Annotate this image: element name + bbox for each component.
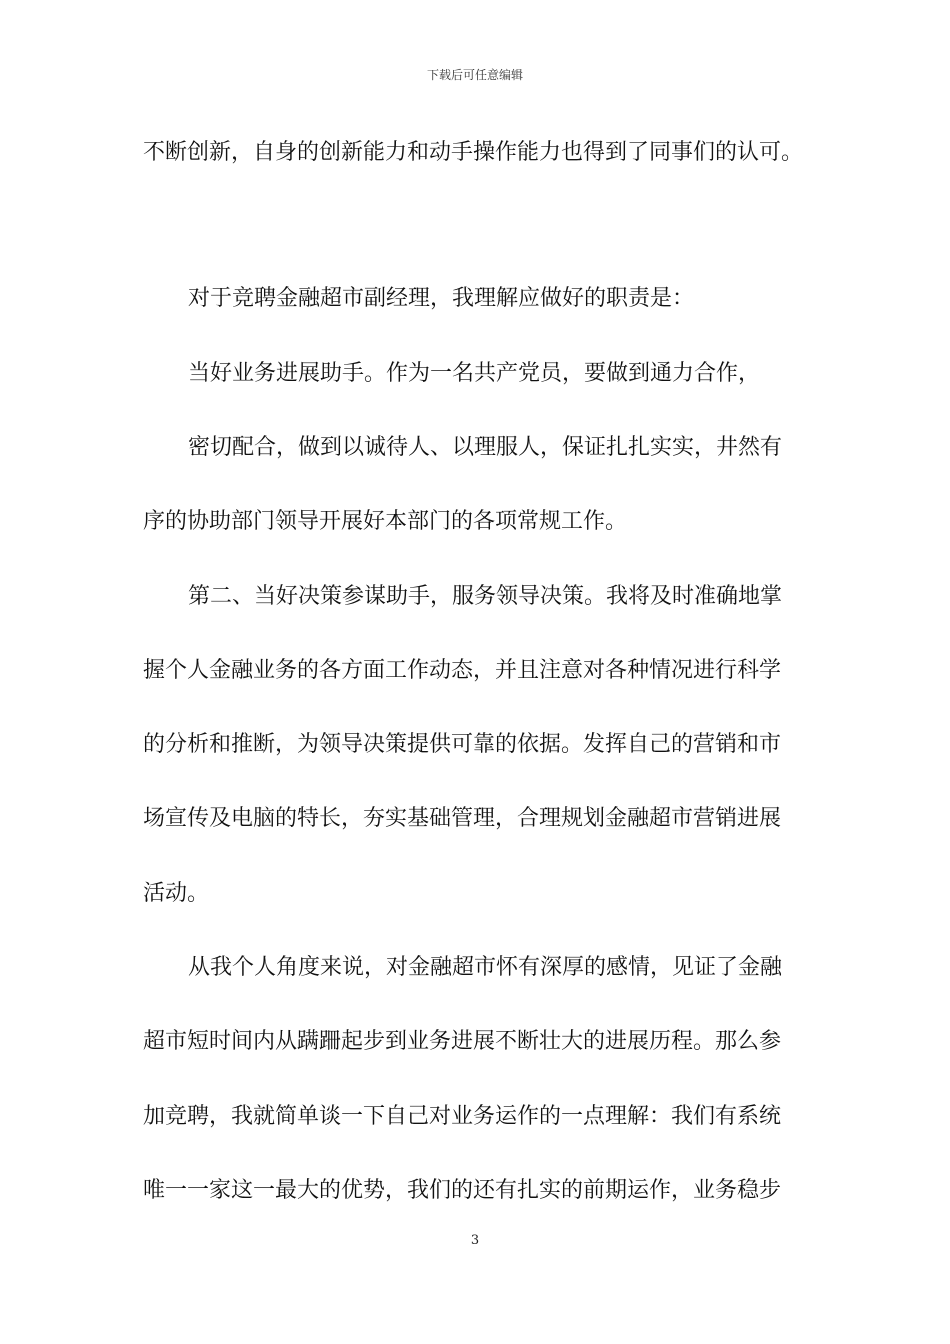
paragraph-line: 对于竞聘金融超市副经理，我理解应做好的职责是： (188, 286, 695, 311)
page-number: 3 (470, 1233, 480, 1248)
paragraph-line: 密切配合，做到以诚待人、以理服人，保证扎扎实实，井然有 (188, 435, 783, 460)
paragraph-line: 超市短时间内从蹒跚起步到业务进展不断壮大的进展历程。那么参 (143, 1029, 782, 1054)
paragraph-line: 第二、当好决策参谋助手，服务领导决策。我将及时准确地掌 (188, 584, 783, 609)
paragraph-line: 序的协助部门领导开展好本部门的各项常规工作。 (143, 509, 628, 534)
paragraph-line: 不断创新，自身的创新能力和动手操作能力也得到了同事们的认可。 (143, 140, 804, 165)
paragraph-line: 握个人金融业务的各方面工作动态，并且注意对各种情况进行科学 (143, 658, 782, 683)
paragraph-line: 加竞聘，我就简单谈一下自己对业务运作的一点理解：我们有系统 (143, 1104, 782, 1129)
paragraph-line: 当好业务进展助手。作为一名共产党员，要做到通力合作， (188, 361, 761, 386)
page-header: 下载后可任意编辑 (426, 68, 523, 82)
paragraph-line: 从我个人角度来说，对金融超市怀有深厚的感情，见证了金融 (188, 955, 783, 980)
paragraph-line: 活动。 (143, 881, 210, 906)
paragraph-line: 场宣传及电脑的特长，夯实基础管理，合理规划金融超市营销进展 (143, 806, 782, 831)
paragraph-line: 的分析和推断，为领导决策提供可靠的依据。发挥自己的营销和市 (143, 732, 782, 757)
paragraph-line: 唯一一家这一最大的优势，我们的还有扎实的前期运作，业务稳步 (143, 1178, 782, 1203)
